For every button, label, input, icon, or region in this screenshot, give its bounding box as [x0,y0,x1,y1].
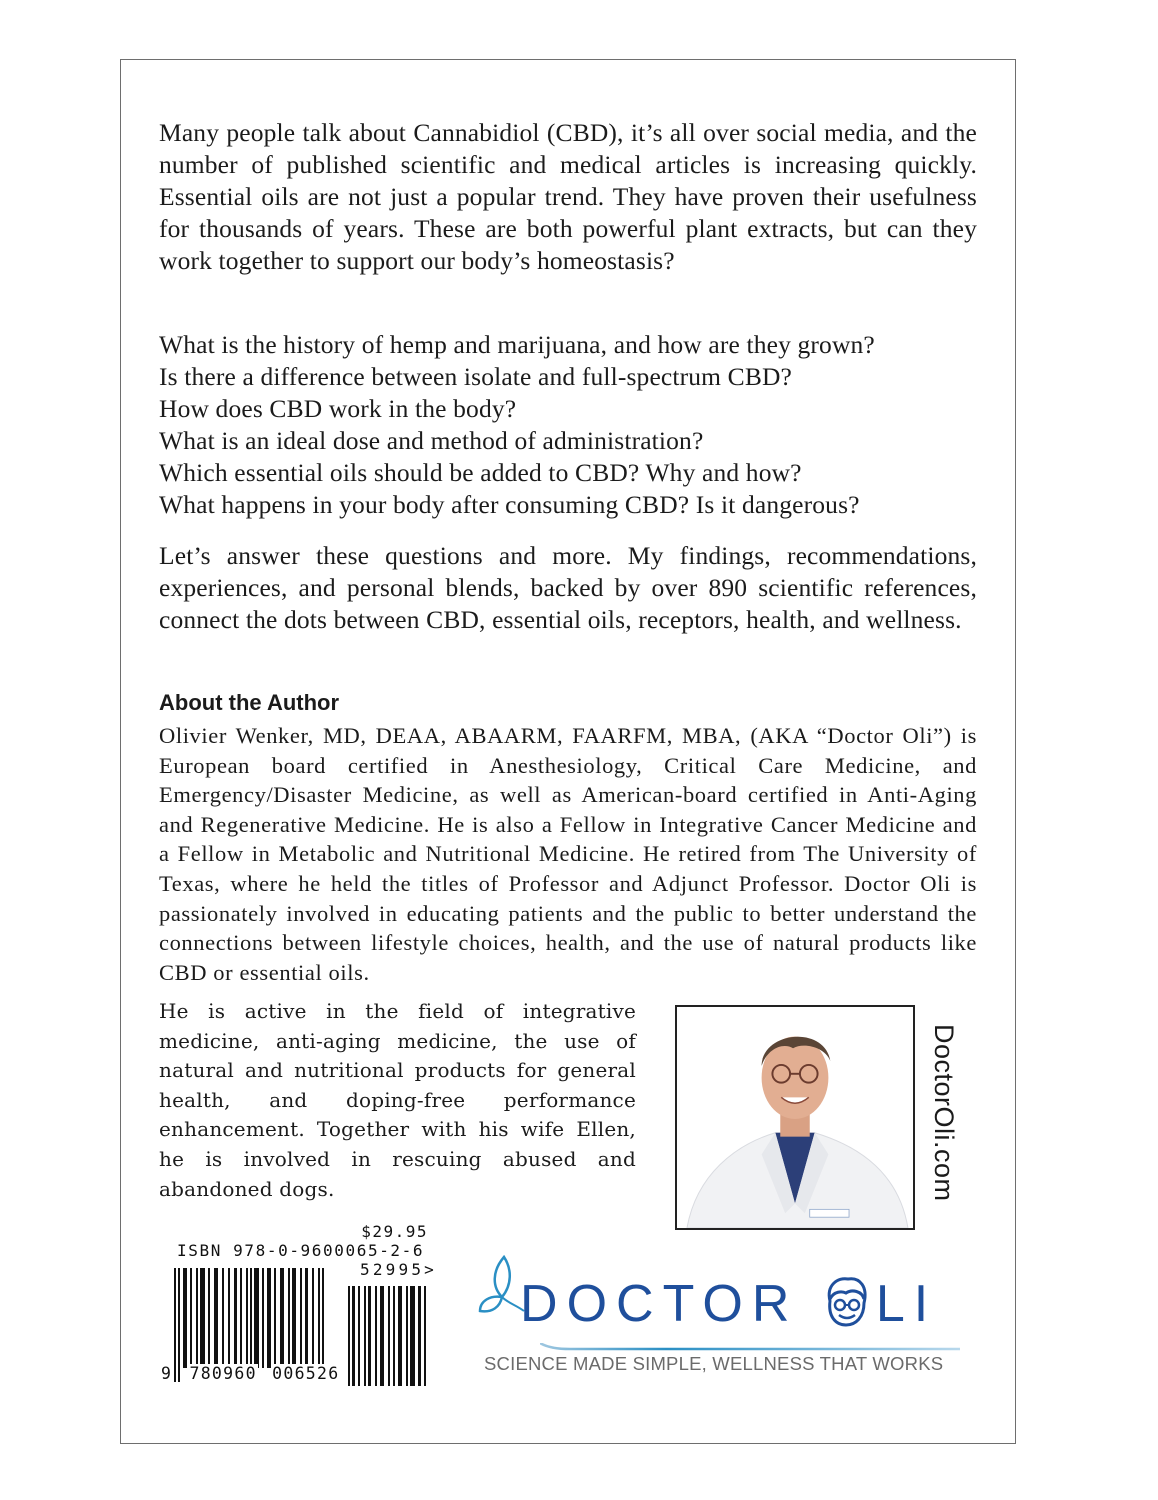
doctor-oli-logo [478,1245,963,1385]
website-link[interactable]: DoctorOli.com [929,1024,959,1202]
brand-suffix: LI [875,1275,938,1333]
author-bio: Olivier Wenker, MD, DEAA, ABAARM, FAARFM, MBA, (AKA “Doctor Oli”) is European board certified in Anesthesiology, Critical Care Medicine, and Emergency/Disaster Medicine, as well as American-board certified in Anti-Aging and Regenerative Medicine. He is also a Fellow in Integrative Cancer Medicine and a Fellow in Metabolic and Nutritional Medicine. He retired from The University of Texas, where he held the titles of Professor and Adjunct Professor. Doctor Oli is passionately involved in educating patients and the public to better understand the connections between lifestyle choices, health, and the use of natural products like CBD or essential oils. [159,723,977,985]
question-item: What happens in your body after consuming CBD? Is it dangerous? [159,490,860,519]
brand-wordmark [520,1275,937,1332]
question-list [159,329,977,521]
face-with-glasses-icon [822,1275,870,1327]
question-item: Which essential oils should be added to CBD? Why and how? [159,458,802,487]
isbn-label: ISBN 978-0-9600065-2-6 [177,1241,425,1260]
closing-paragraph: Let’s answer these questions and more. My findings, recommendations, experiences, and personal blends, backed by over 890 scientific references, connect the dots between CBD, essential oils, receptors, health, and wellness. [159,541,977,634]
author-bio-continued: He is active in the field of integrative medicine, anti-aging medicine, the use of natural and nutritional products for general health, and doping-free performance enhancement. Together with his wife Ellen, he is involved in rescuing abused and abandoned dogs. [159,999,636,1201]
question-item: What is the history of hemp and marijuana, and how are they grown? [159,330,875,359]
question-item: What is an ideal dose and method of administration? [159,426,704,455]
author-photo [675,1005,915,1230]
barcode-addon-icon [348,1286,428,1386]
brand-initial: D [520,1275,567,1333]
about-author-heading: About the Author [159,690,340,715]
ean-left-group: 780960 [189,1364,257,1383]
ean-number [160,1364,341,1383]
logo-underline [540,1343,960,1351]
question-item: Is there a difference between isolate and full-spectrum CBD? [159,362,793,391]
addon-code: 52995> [360,1260,437,1279]
brand-tagline: SCIENCE MADE SIMPLE, WELLNESS THAT WORKS [484,1353,944,1374]
brand-middle: OCTOR [566,1275,799,1333]
price-label: $29.95 [361,1222,428,1241]
intro-paragraph: Many people talk about Cannabidiol (CBD), it’s all over social media, and the number of published scientific and medical articles is increasing quickly. Essential oils are not just a popular trend. They have proven their usefulness for thousands of years. These are both powerful plant extracts, but can they work together to support our body’s homeostasis? [159,118,977,275]
ean-right-group: 006526 [272,1364,340,1383]
ean-first-digit: 9 [161,1364,173,1383]
question-item: How does CBD work in the body? [159,394,517,423]
author-portrait-icon [677,1007,913,1228]
isbn-barcode [160,1222,460,1392]
